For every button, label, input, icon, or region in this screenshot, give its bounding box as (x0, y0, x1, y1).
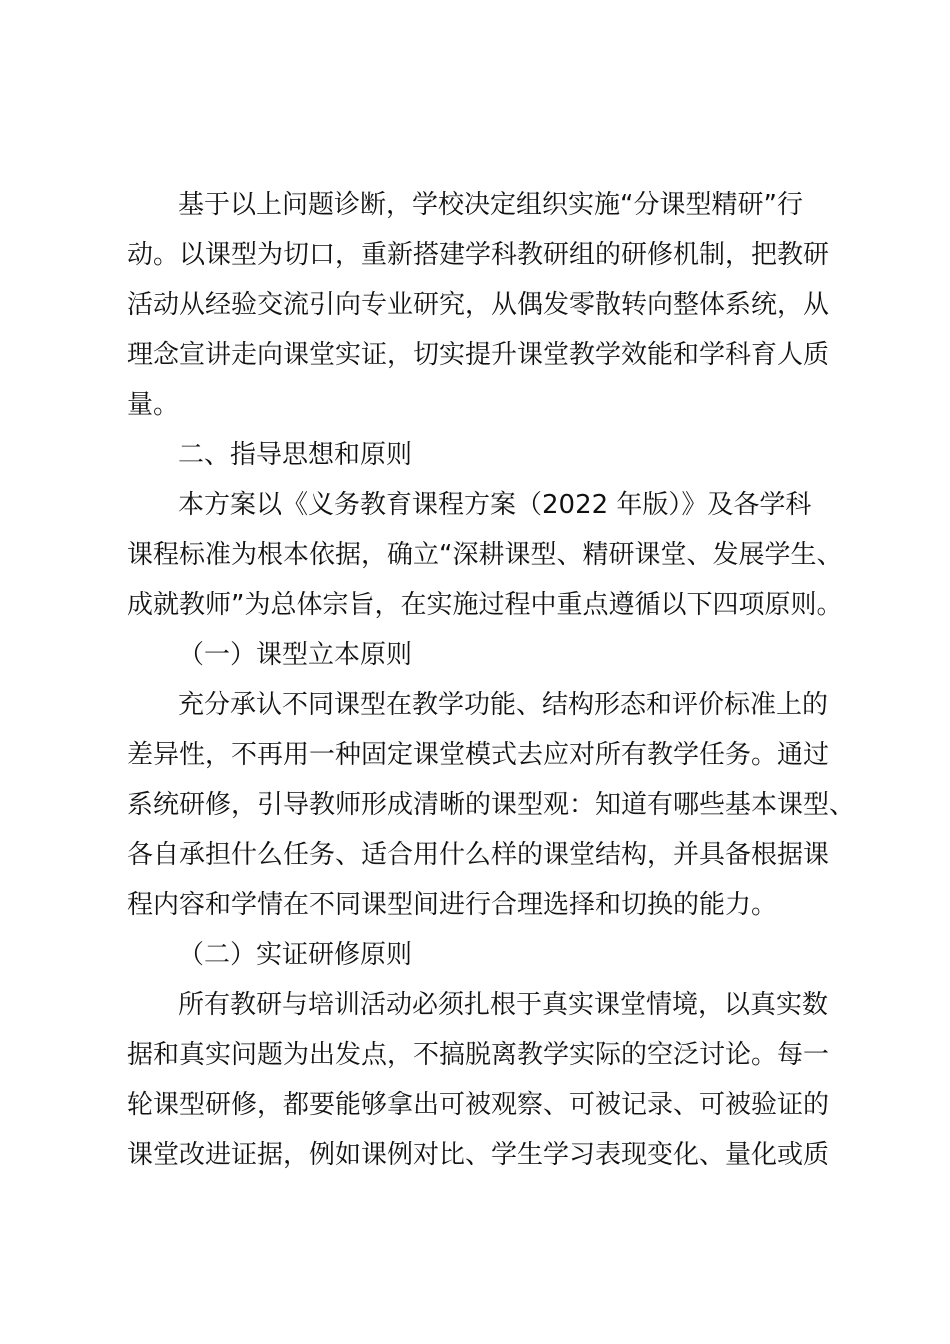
paragraph-line: 各自承担什么任务、适合用什么样的课堂结构，并具备根据课 (127, 840, 830, 870)
paragraph-line: 理念宣讲走向课堂实证，切实提升课堂教学效能和学科育人质 (127, 340, 830, 370)
subsection-heading: （二）实证研修原则 (178, 940, 413, 970)
paragraph-line: 动。以课型为切口，重新搭建学科教研组的研修机制，把教研 (127, 240, 830, 270)
paragraph-line: 差异性，不再用一种固定课堂模式去应对所有教学任务。通过 (127, 740, 830, 770)
paragraph-line: 成就教师”为总体宗旨，在实施过程中重点遵循以下四项原则。 (127, 590, 843, 620)
paragraph-line: 所有教研与培训活动必须扎根于真实课堂情境，以真实数 (178, 990, 829, 1020)
paragraph-line: 课堂改进证据，例如课例对比、学生学习表现变化、量化或质 (127, 1140, 830, 1170)
paragraph-line: 据和真实问题为出发点，不搞脱离教学实际的空泛讨论。每一 (127, 1040, 830, 1070)
subsection-heading: （一）课型立本原则 (178, 640, 413, 670)
paragraph-line: 基于以上问题诊断，学校决定组织实施“分课型精研”行 (178, 190, 803, 220)
paragraph-line: 课程标准为根本依据，确立“深耕课型、精研课堂、发展学生、 (127, 540, 843, 570)
paragraph-line: 充分承认不同课型在教学功能、结构形态和评价标准上的 (178, 690, 829, 720)
paragraph-line: 系统研修，引导教师形成清晰的课型观：知道有哪些基本课型、 (127, 790, 856, 820)
paragraph-line: 轮课型研修，都要能够拿出可被观察、可被记录、可被验证的 (127, 1090, 830, 1120)
paragraph-line: 本方案以《义务教育课程方案（2022 年版）》及各学科 (178, 490, 812, 520)
section-heading: 二、指导思想和原则 (178, 440, 413, 470)
paragraph-line: 量。 (127, 390, 180, 420)
paragraph-line: 活动从经验交流引向专业研究，从偶发零散转向整体系统，从 (127, 290, 830, 320)
paragraph-line: 程内容和学情在不同课型间进行合理选择和切换的能力。 (127, 890, 778, 920)
